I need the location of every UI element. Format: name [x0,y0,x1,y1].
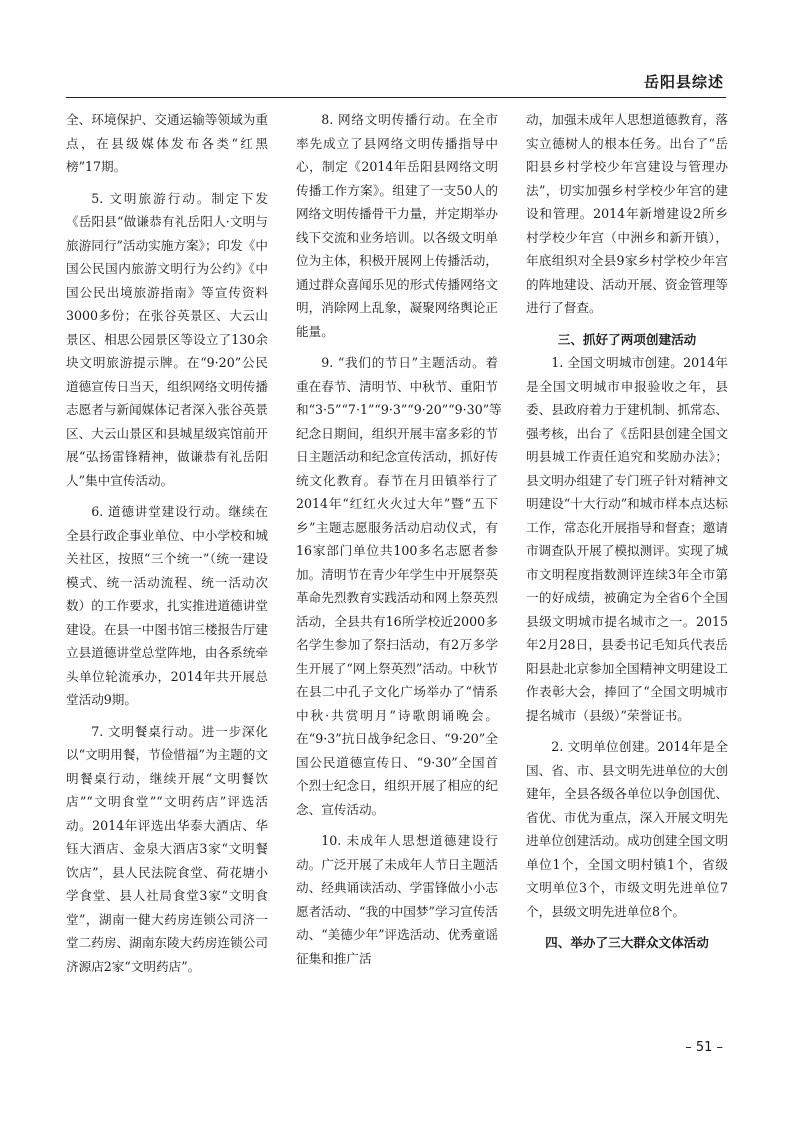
paragraph: 8. 网络文明传播行动。在全市率先成立了县网络文明传播指导中心，制定《2014年岳阳县网络文明传播工作方案》。组建了一支50人的网络文明传播骨干力量，并定期举办线下交流和业务培训。以各级文明单位为主体，积极开展网上传播活动，通过群众喜闻乐见的形式传播网络文明，消除网上乱象，凝聚网络舆论正能量。 [296,112,498,339]
paragraph: 10. 未成年人思想道德建设行动。广泛开展了未成年人节日主题活动、经典诵读活动、学雷锋做小小志愿者活动、“我的中国梦”学习宣传活动、“美德少年”评选活动、优秀童谣征集和推广活 [296,833,498,966]
paragraph: 1. 全国文明城市创建。2014年是全国文明城市申报验收之年，县委、县政府着力于建机制、抓常态、强考核，出台了《岳阳县创建全国文明县城工作责任追究和奖励办法》；县文明办组建了专门班子针对精神文明建设“十大行动”和城市样本点达标工作，常态化开展指导和督查；邀请市调查队开展了模拟测评。实现了城市文明程度指数测评连续3年全市第一的好成绩，被确定为全省6个全国县级文明城市提名城市之一。2015年2月28日，县委书记毛知兵代表岳阳县赴北京参加全国精神文明建设工作表彰大会，捧回了“全国文明城市提名城市（县级）”荣誉证书。 [526,355,728,723]
paragraph: 动，加强未成年人思想道德教育，落实立德树人的根本任务。出台了“岳阳县乡村学校少年宫建设与管理办法”，切实加强乡村学校少年宫的建设和管理。2014年新增建设2所乡村学校少年宫（中洲乡和新开镇），年底组织对全县9家乡村学校少年宫的阵地建设、活动开展、资金管理等进行了督查。 [526,112,728,315]
paragraph: 7. 文明餐桌行动。进一步深化以“文明用餐，节俭惜福”为主题的文明餐桌行动，继续开展“文明餐饮店”“文明食堂”“文明药店”评选活动。2014年评选出华泰大酒店、华钰大酒店、金泉大酒店3家“文明餐饮店”，县人民法院食堂、荷花塘小学食堂、县人社局食堂3家“文明食堂”，湖南一健大药房连锁公司济一堂二药房、湖南东陵大药房连锁公司济源店2家“文明药店”。 [66,723,268,974]
section-heading: 三、抓好了两项创建活动 [557,331,697,347]
paragraph: 9. “我们的节日”主题活动。着重在春节、清明节、中秋节、重阳节和“3·5”“7·1”“9·3”“9·20”“9·30”等纪念日期间，组织开展丰富多彩的节日主题活动和纪念宣传活动，抓好传统文化教育。春节在月田镇举行了2014年“红红火火过大年”暨“五下乡”主题志愿服务活动启动仪式，有16家部门单位共100多名志愿者参加。清明节在青少年学生中开展祭英革命先烈教育实践活动和网上祭英烈活动，全县共有16所学校近2000多名学生参加了祭扫活动，有2万多学生开展了“网上祭英烈”活动。中秋节在县二中孔子文化广场举办了“情系中秋·共赏明月”诗歌朗诵晚会。在“9·3”抗日战争纪念日、“9·20”全国公民道德宣传日、“9·30”全国首个烈士纪念日，组织开展了相应的纪念、宣传活动。 [296,355,502,817]
running-title: 岳阳县综述 [643,73,724,91]
paragraph: 全、环境保护、交通运输等领域为重点，在县级媒体发布各类“红黑榜”17期。 [66,112,268,174]
page-number: – 51 – [685,1040,723,1055]
header-rule [66,97,726,98]
text-column-2 [296,108,502,978]
section-heading: 四、举办了三大群众文体活动 [545,935,709,950]
running-header [66,72,724,92]
paragraph: 6. 道德讲堂建设行动。继续在全县行政企事业单位、中小学校和城关社区，按照“三个统一”（统一建设模式、统一活动流程、统一活动次数）的工作要求，扎实推进道德讲堂建设。在县一中图书馆三楼报告厅建立县道德讲堂总堂阵地，由各系统牵头单位轮流承办，2014年共开展总堂活动9期。 [66,504,268,707]
paragraph: 2. 文明单位创建。2014年是全国、省、市、县文明先进单位的大创建年，全县各级各单位以争创国优、省优、市优为重点，深入开展文明先进单位创建活动。成功创建全国文明单位1个，全国文明村镇1个，省级文明单位3个，市级文明先进单位7个，县级文明先进单位8个。 [526,739,728,919]
text-column-1 [66,108,268,986]
text-column-3 [526,108,728,955]
paragraph: 5. 文明旅游行动。制定下发《岳阳县“做谦恭有礼岳阳人·文明与旅游同行”活动实施方案》；印发《中国公民国内旅游文明行为公约》《中国公民出境旅游指南》等宣传资料3000多份；在张谷英景区、大云山景区、相思公园景区等设立了130余块文明旅游提示牌。在“9·20”公民道德宣传日当天，组织网络文明传播志愿者与新闻媒体记者深入张谷英景区、大云山景区和县城星级宾馆前开展“弘扬雷锋精神，做谦恭有礼岳阳人”集中宣传活动。 [66,190,268,488]
